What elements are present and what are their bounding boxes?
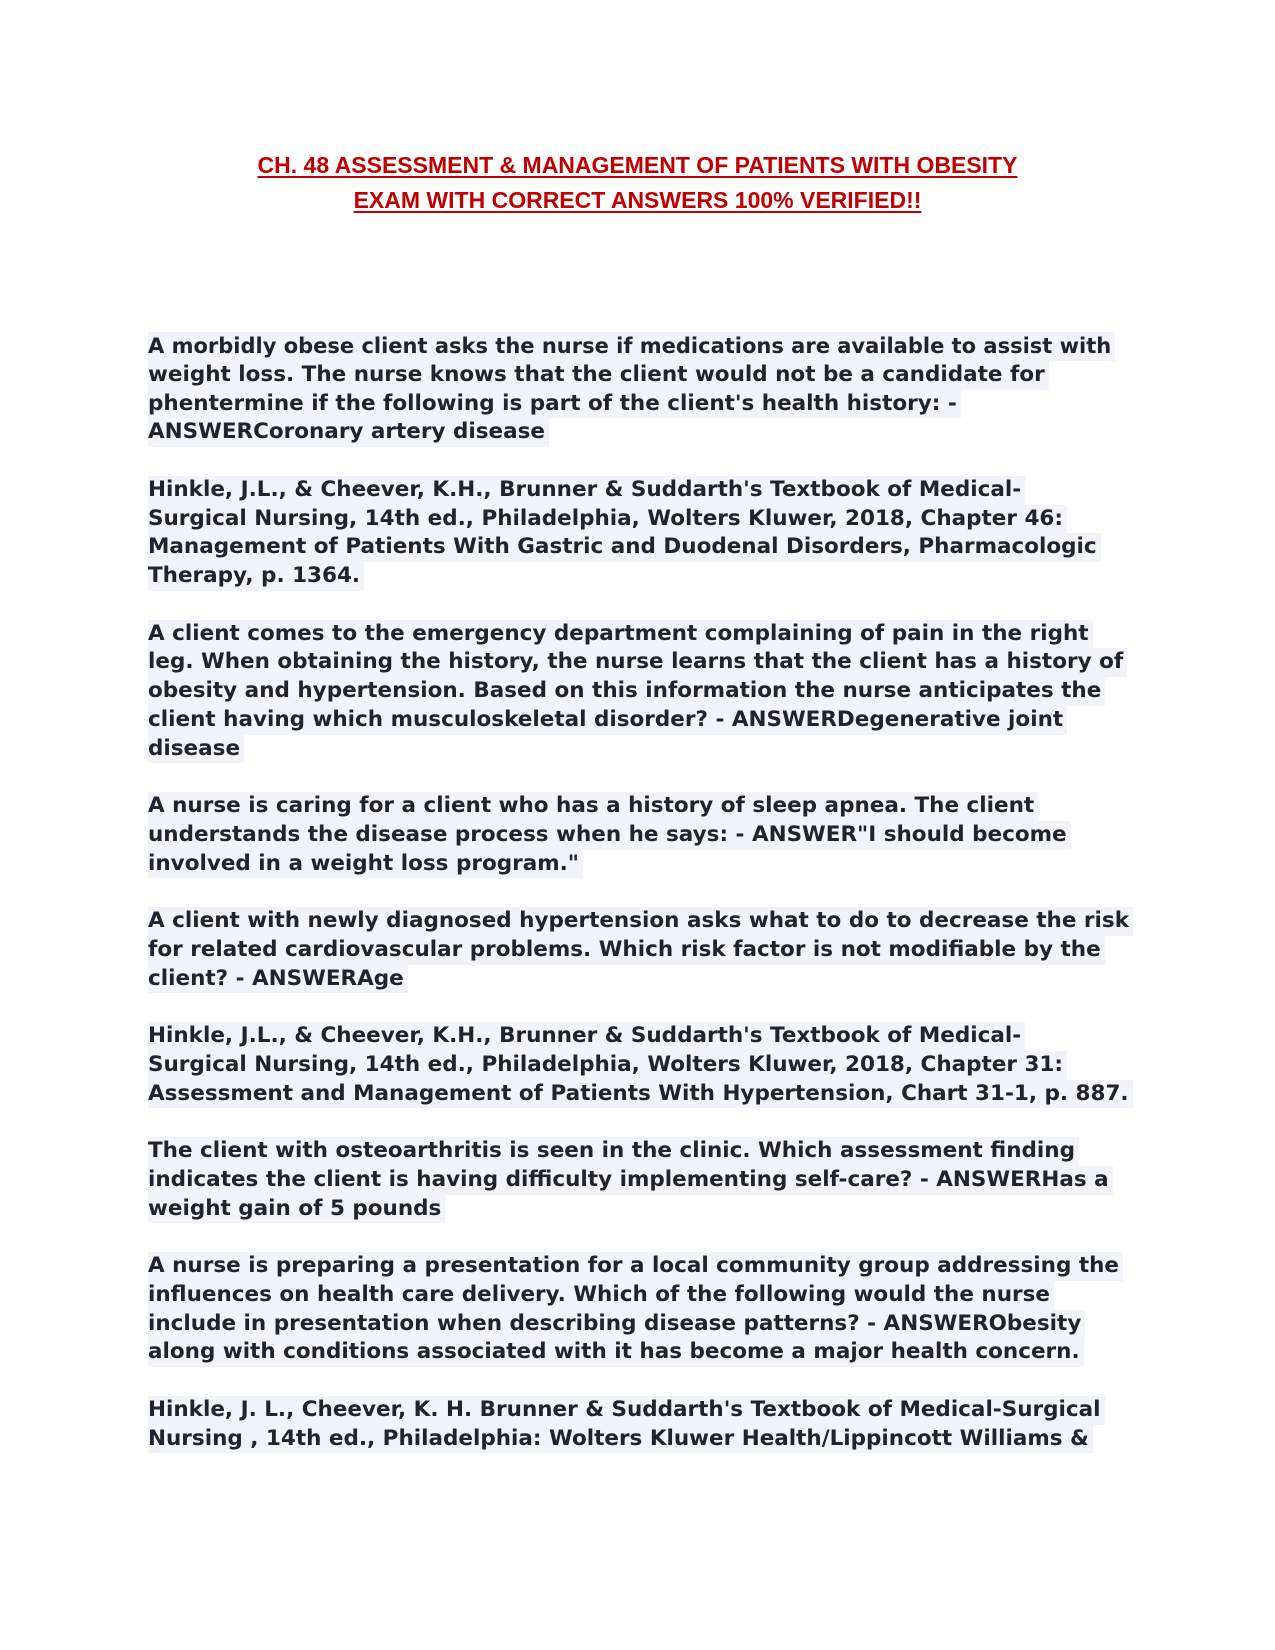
text-line: client? - ANSWERAge (148, 965, 408, 994)
text-line: influences on health care delivery. Which of the following would the nurse (148, 1281, 1054, 1310)
text-line: Nursing , 14th ed., Philadelphia: Wolters Kluwer Health/Lippincott Williams & (148, 1425, 1093, 1454)
text-line: Therapy, p. 1364. (148, 562, 364, 591)
text-line: involved in a weight loss program." (148, 850, 583, 879)
text-line: client having which musculoskeletal disorder? - ANSWERDegenerative joint (148, 706, 1067, 735)
document-body (148, 332, 1133, 1482)
text-line: A client with newly diagnosed hypertension asks what to do to decrease the risk (148, 907, 1133, 936)
text-line: weight gain of 5 pounds (148, 1195, 445, 1224)
text-line: The client with osteoarthritis is seen in the clinic. Which assessment finding (148, 1137, 1079, 1166)
text-line: include in presentation when describing disease patterns? - ANSWERObesity (148, 1310, 1085, 1339)
question-answer-block (148, 620, 1133, 764)
title-line: EXAM WITH CORRECT ANSWERS 100% VERIFIED!! (353, 187, 922, 213)
text-line: Management of Patients With Gastric and Duodenal Disorders, Pharmacologic (148, 533, 1101, 562)
reference-block (148, 476, 1133, 591)
reference-block (148, 1396, 1133, 1454)
text-line: Hinkle, J.L., & Cheever, K.H., Brunner & Suddarth's Textbook of Medical- (148, 476, 1025, 505)
text-line: Surgical Nursing, 14th ed., Philadelphia, Wolters Kluwer, 2018, Chapter 46: (148, 505, 1067, 534)
text-line: understands the disease process when he says: - ANSWER"I should become (148, 821, 1071, 850)
text-line: Hinkle, J. L., Cheever, K. H. Brunner & Suddarth's Textbook of Medical-Surgical (148, 1396, 1105, 1425)
text-line: obesity and hypertension. Based on this information the nurse anticipates the (148, 677, 1105, 706)
reference-block (148, 1022, 1133, 1108)
text-line: leg. When obtaining the history, the nurse learns that the client has a history of (148, 648, 1127, 677)
text-line: along with conditions associated with it has become a major health concern. (148, 1338, 1084, 1367)
text-line: disease (148, 735, 244, 764)
title-line: CH. 48 ASSESSMENT & MANAGEMENT OF PATIENTS WITH OBESITY (257, 152, 1018, 178)
text-line: A client comes to the emergency department complaining of pain in the right (148, 620, 1093, 649)
text-line: A morbidly obese client asks the nurse if medications are available to assist with (148, 332, 1115, 361)
question-answer-block (148, 1137, 1133, 1223)
question-answer-block (148, 907, 1133, 993)
text-line: phentermine if the following is part of the client's health history: - (148, 390, 961, 419)
text-line: A nurse is preparing a presentation for a local community group addressing the (148, 1252, 1123, 1281)
text-line: Hinkle, J.L., & Cheever, K.H., Brunner & Suddarth's Textbook of Medical- (148, 1022, 1025, 1051)
text-line: Assessment and Management of Patients With Hypertension, Chart 31-1, p. 887. (148, 1080, 1133, 1109)
text-line: for related cardiovascular problems. Which risk factor is not modifiable by the (148, 936, 1105, 965)
question-answer-block (148, 1252, 1133, 1367)
document-title (150, 148, 1125, 218)
question-answer-block (148, 792, 1133, 878)
text-line: weight loss. The nurse knows that the client would not be a candidate for (148, 361, 1049, 390)
text-line: indicates the client is having difficulty implementing self-care? - ANSWERHas a (148, 1166, 1113, 1195)
question-answer-block (148, 332, 1133, 447)
text-line: Surgical Nursing, 14th ed., Philadelphia, Wolters Kluwer, 2018, Chapter 31: (148, 1051, 1067, 1080)
text-line: ANSWERCoronary artery disease (148, 418, 549, 447)
text-line: A nurse is caring for a client who has a history of sleep apnea. The client (148, 792, 1038, 821)
